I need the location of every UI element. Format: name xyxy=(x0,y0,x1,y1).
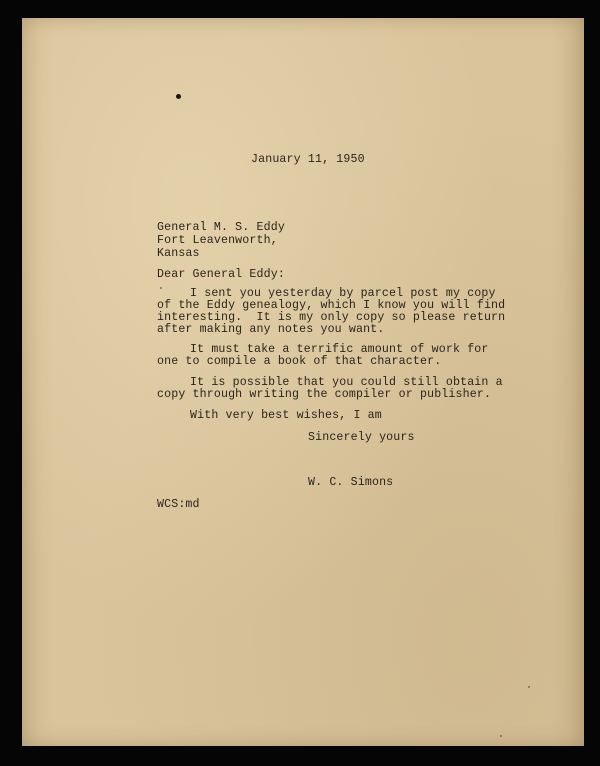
letter-date: January 11, 1950 xyxy=(251,153,365,166)
body-line: one to compile a book of that character. xyxy=(157,355,442,368)
reference-initials: WCS:md xyxy=(157,498,200,511)
paper-speck xyxy=(160,287,162,289)
paper-speck xyxy=(500,735,502,737)
punch-hole-mark xyxy=(176,94,181,99)
body-line: interesting. It is my only copy so please return xyxy=(157,311,506,324)
recipient-address-line: Fort Leavenworth, xyxy=(157,234,278,247)
recipient-address-line: Kansas xyxy=(157,247,200,260)
salutation: Dear General Eddy: xyxy=(157,268,285,281)
recipient-name: General M. S. Eddy xyxy=(157,221,285,234)
closing-wishes: With very best wishes, I am xyxy=(190,409,382,422)
body-line: copy through writing the compiler or publisher. xyxy=(157,388,492,401)
body-line: It must take a terrific amount of work for xyxy=(190,343,489,356)
body-line: It is possible that you could still obtain a xyxy=(190,376,503,389)
paper-speck xyxy=(528,686,530,688)
complimentary-close: Sincerely yours xyxy=(308,431,415,444)
body-line: after making any notes you want. xyxy=(157,323,385,336)
body-line: of the Eddy genealogy, which I know you will find xyxy=(157,299,506,312)
body-line: I sent you yesterday by parcel post my copy xyxy=(190,287,496,300)
signature-name: W. C. Simons xyxy=(308,476,394,489)
